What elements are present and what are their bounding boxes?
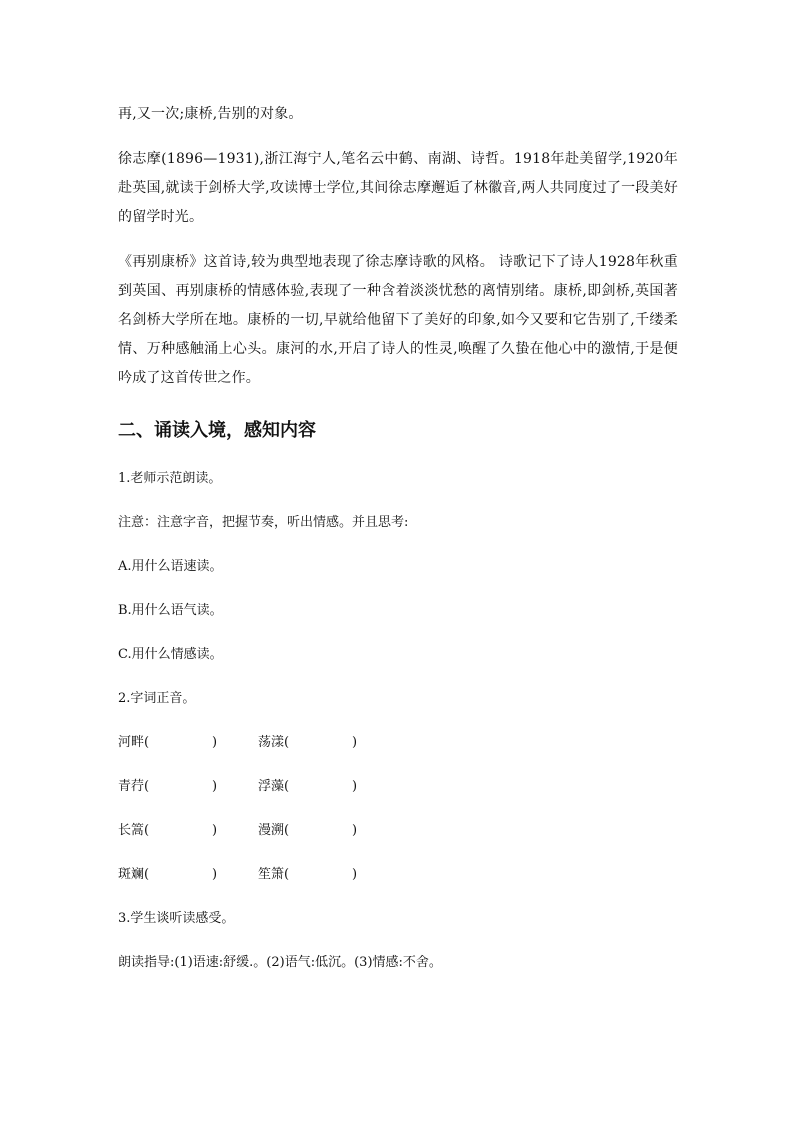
pinyin-cell: [118, 777, 217, 797]
word-label: 青荇(: [118, 779, 150, 794]
answer-blank: ): [352, 735, 358, 750]
item-reading-guide: 朗读指导:(1)语速:舒缓.。(2)语气:低沉。(3)情感:不舍。: [118, 955, 442, 970]
paragraph-author-bio: 徐志摩(1896—1931),浙江海宁人,笔名云中鹤、南湖、诗哲。1918年赴美留学,1920年赴英国,就读于剑桥大学,攻读博士学位,其间徐志摩邂逅了林徽音,两人共同度过了一段美好的留学时光。: [118, 151, 678, 225]
word-label: 斑斓(: [118, 867, 150, 882]
item-option-c: C.用什么情感读。: [118, 647, 223, 662]
item-student-feedback: 3.学生谈听读感受。: [118, 911, 235, 926]
document-content: [118, 100, 678, 997]
word-label: 长篙(: [118, 823, 150, 838]
section-heading: 二、诵读入境，感知内容: [118, 420, 316, 441]
word-label: 漫溯(: [258, 823, 290, 838]
pinyin-cell: [118, 733, 217, 753]
word-label: 浮藻(: [258, 779, 290, 794]
pinyin-row: [118, 865, 678, 885]
pinyin-row: [118, 777, 678, 797]
item-note: 注意：注意字音，把握节奏，听出情感。并且思考:: [118, 515, 409, 530]
paragraph-definition: 再,又一次;康桥,告别的对象。: [118, 106, 303, 122]
pinyin-cell: [258, 733, 357, 753]
answer-blank: ): [352, 779, 358, 794]
item-option-b: B.用什么语气读。: [118, 603, 223, 618]
paragraph-poem-background: 《再别康桥》这首诗,较为典型地表现了徐志摩诗歌的风格。 诗歌记下了诗人1928年秋重到英国、再别康桥的情感体验,表现了一种含着淡淡忧愁的离情别绪。康桥,即剑桥,英国著名剑桥大学所在地。康桥的一切,早就给他留下了美好的印象,如今又要和它告别了,千缕柔情、万种感触涌上心头。康河的水,开启了诗人的性灵,唤醒了久蛰在他心中的激情,于是便吟成了这首传世之作。: [118, 254, 678, 386]
answer-blank: ): [352, 867, 358, 882]
item-pronunciation: 2.字词正音。: [118, 691, 196, 706]
answer-blank: ): [352, 823, 358, 838]
answer-blank: ): [212, 779, 218, 794]
word-label: 荡漾(: [258, 735, 290, 750]
pinyin-cell: [118, 821, 217, 841]
item-teacher-reading: 1.老师示范朗读。: [118, 471, 222, 486]
pinyin-cell: [258, 821, 357, 841]
answer-blank: ): [212, 735, 218, 750]
pinyin-cell: [258, 777, 357, 797]
word-label: 河畔(: [118, 735, 150, 750]
word-label: 笙箫(: [258, 867, 290, 882]
item-option-a: A.用什么语速读。: [118, 559, 223, 574]
answer-blank: ): [212, 867, 218, 882]
pinyin-cell: [258, 865, 357, 885]
pinyin-row: [118, 821, 678, 841]
pinyin-cell: [118, 865, 217, 885]
pinyin-row: [118, 733, 678, 753]
answer-blank: ): [212, 823, 218, 838]
